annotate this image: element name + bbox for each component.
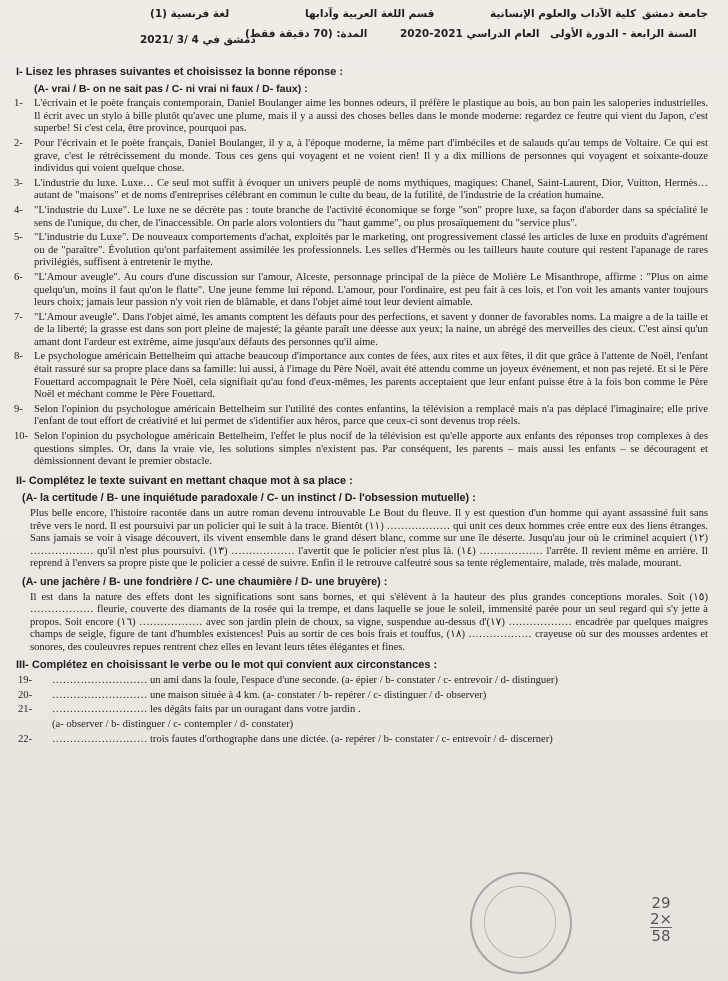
- question-text: "L'industrie du Luxe". De nouveaux comportements d'achat, exploités par le marketing, ont progressivement classé les articles de luxe en produits d'agrément ou de "paraître". Évolution qu'ont parfaitement assimilée les professionnels. Les selles d'Hermès ou les tailleurs haute couture qui restent l'apanage de rares privilégiés, suffisent à entretenir le mythe.: [34, 232, 708, 269]
- fill-line-text: ……………………… une maison située à 4 km. (a- constater / b- repérer / c- distinguer / d- observer): [52, 689, 487, 701]
- section1-options: (A- vrai / B- on ne sait pas / C- ni vrai ni faux / D- faux) :: [34, 82, 308, 95]
- fill-line-number: 19-: [18, 675, 33, 687]
- section1-items: [0, 98, 728, 469]
- fill-line-text: ……………………… trois fautes d'orthographe dans une dictée. (a- repérer / b- constater / c- entrevoir / d- discerner): [52, 733, 553, 745]
- fill-line-text: ……………………… les dégâts faits par un ouragant dans votre jardin .: [52, 704, 361, 716]
- question-text: Selon l'opinion du psychologue américain Bettelheim, l'effet le plus nocif de la télévision est qu'elle apporte aux enfants des réponses trop complexes à des questions simples. Or, dans la vraie vie, les solutions simples n'existent pas. Par conséquent, les parents – mais aussi les enfants – se découragent et démissionnent devant le premier obstacle.: [34, 431, 708, 468]
- exam-duration: المدة: (70 دقيقة فقط): [245, 28, 368, 40]
- question-number: 6-: [14, 271, 23, 283]
- official-stamp: [470, 872, 572, 974]
- score-line-2: 2×: [650, 910, 673, 928]
- question-item: [14, 272, 708, 310]
- fill-line: [18, 704, 708, 717]
- question-item: [14, 351, 708, 401]
- year-session: السنة الرابعة - الدورة الأولى: [550, 28, 697, 40]
- question-item: [14, 232, 708, 270]
- exam-content: [0, 60, 728, 748]
- question-number: 1-: [14, 98, 23, 110]
- question-text: L'écrivain et le poète français contemporain, Daniel Boulanger aime les bonnes odeurs, il préfère le plastique au bois, au bon pain les saloperies industrielles. Il écrit avec un stylo à bille plutôt qu'avec une plume, mais il y a aussi des choses belles dans le monde moderne: regardez ce feutre qui vient du Japon, c'est superbe! Si c'est cela, être province, pourquoi pas.: [34, 98, 708, 135]
- university-name: جامعة دمشق: [642, 8, 708, 20]
- score-line-3: 58: [651, 927, 671, 945]
- question-number: 8-: [14, 351, 23, 363]
- fill-line-text: ……………………… un ami dans la foule, l'espace d'une seconde. (a- épier / b- constater / c- entrevoir / d- distinguer): [52, 675, 558, 687]
- exam-header: [0, 4, 728, 52]
- department-name: قسم اللغة العربية وآدابها: [305, 8, 435, 20]
- exam-date: دمشق في 4 /3 /2021: [140, 34, 256, 46]
- question-text: L'industrie du luxe. Luxe… Ce seul mot suffit à évoquer un univers peuplé de noms mythiques, magiques: Chanel, Saint-Laurent, Dior, Vuitton, Hermès… autant de "maisons" et de noms d'entreprises célébrant en commun le culte du beau, de la futilité, de l'industrie de la création humaine.: [34, 177, 708, 202]
- question-text: Le psychologue américain Bettelheim qui attache beaucoup d'importance aux contes de fées, aux rites et aux fêtes, il dit que grâce à l'attente de Noël, l'enfant était rassuré sur sa propre place dans sa famille: lui aussi, à l'image du Père Noël, avait été attendu comme un joyeux événement, et non pas rejeté. Et si le Père Fouettard accompagnait le Père Noël, cela signifiait qu'au fond d'eux-mêmes, les parents acceptaient que leur enfant puisse être à la fois bon comme le Père Noël et méchant comme le Père Fouettard.: [34, 351, 708, 401]
- question-item: [14, 205, 708, 230]
- question-item: [14, 138, 708, 176]
- fill-line-number: 20-: [18, 689, 33, 701]
- question-item: [14, 178, 708, 203]
- question-text: "L'Amour aveugle". Dans l'objet aimé, les amants comptent les défauts pour des perfections, et savent y donner de favorables noms. La maigre a de la taille et de la liberté; la grasse est dans son port pleine de majesté; la géante paraît une déesse aux yeux; la naine, un abrégé des merveilles des cieux. C'est ainsi qu'un amant dont l'ardeur est extrême, aime jusqu'aux défauts des personnes qu'il aime.: [34, 311, 708, 348]
- section2-partB-text: Il est dans la nature des effets dont les significations sont sans bornes, et qui s'élèvent à la hauteur des plus grandes conceptions morales. Soit (١٥) ……………… fleurie, couverte des diamants de la rosée qui la trempe, et dans laquelle se joue le soleil, immensité parée pour un seul regard qui s'y jette à propos. Soit encore (١٦) ……………… avec son jardin plein de choux, sa vigne, suspendue au-dessus d'(١٧) ……………… encadrée par quelques maigres champs de seigle, figure de tant d'humbles existences! Puis au sortir de ces bois frais et touffus, (١٨) ……………… crayeuse où sur des mousses ardentes et sonores, des couleuvres repues rentrent chez elles en levant leurs têtes élégantes et fines.: [30, 591, 708, 653]
- question-number: 3-: [14, 177, 23, 189]
- question-item: [14, 404, 708, 429]
- question-number: 5-: [14, 232, 23, 244]
- question-text: "L'industrie du Luxe". Le luxe ne se décrète pas : toute branche de l'activité économique se forge "son" propre luxe, sa façon d'aborder dans sa spécialité le sens de l'unique, du cher, de l'inaccessible. On parle alors volontiers du "haut gamme", ou plus prosaïquement du "service plus".: [34, 204, 708, 229]
- subject-name: لغة فرنسية (1): [150, 8, 230, 20]
- section2-title: II- Complétez le texte suivant en mettant chaque mot à sa place :: [16, 474, 353, 487]
- question-number: 10-: [14, 431, 29, 443]
- section3-lines: [0, 675, 728, 746]
- fill-line-number: [18, 719, 52, 732]
- question-number: 7-: [14, 311, 23, 323]
- question-text: Selon l'opinion du psychologue américain Bettelheim sur l'utilité des contes enfantins, la télévision a remplacé mais n'a pas déplacé l'imaginaire; elle prive l'enfant de tout effort de créativité et lui permet de s'identifier aux héros, parce que ceux-ci sont devenus trop réels.: [34, 403, 708, 428]
- question-number: 2-: [14, 137, 23, 149]
- fill-line-text: (a- observer / b- distinguer / c- contempler / d- constater): [52, 718, 294, 730]
- fill-line-number: 22-: [18, 733, 33, 745]
- question-text: "L'Amour aveugle". Au cours d'une discussion sur l'amour, Alceste, personnage principal de la pièce de Molière Le Misanthrope, affirme : "Plus on aime quelqu'un, moins il faut qu'on le flatte". Une jeune femme lui répond. L'amour, pour l'ordinaire, est peu fait à ces lois, et l'on voit les amants vanter toujours leurs choix; jamais leur passion n'y voit rien de blâmable, et dans l'objet aimé tout leur devient aimable.: [34, 271, 708, 309]
- score-line-1: 29: [651, 894, 671, 912]
- question-text: Pour l'écrivain et le poète français, Daniel Boulanger, il y a, à l'époque moderne, la même part d'imbéciles et de salauds qu'au temps de Voltaire. Ce qui est grave, c'est le rétrécissement du monde. Tous ces gens qui voyagent et ne voient rien! Il y a dix millions de personnes qui voyagent et soixante-douze individus qui voient quelque chose.: [34, 137, 708, 175]
- faculty-name: كلية الآداب والعلوم الإنسانية: [490, 8, 637, 20]
- question-number: 4-: [14, 204, 23, 216]
- academic-year: العام الدراسي 2021-2020: [400, 28, 540, 40]
- section1-title: I- Lisez les phrases suivantes et choisissez la bonne réponse :: [16, 66, 344, 78]
- question-item: [14, 98, 708, 136]
- question-number: 9-: [14, 403, 23, 415]
- section2-partA-text: Plus belle encore, l'histoire racontée dans un autre roman devenu introuvable Le Bout du fleuve. Il y est question d'un homme qui ayant assassiné fuit sans trêve vers le nord. Il est poursuivi par un policier qui le suit à la trace. Bientôt (١١) ……………… qui unit ces deux hommes crée entre eux des liens étranges. Sans jamais se voir à visage découvert, ils vivent ensemble dans le grand désert blanc, comme sur une île déserte. Jusqu'au jour où le criminel acquiert (١٢) ……………… qu'il n'est plus poursuivi. (١٣) ……………… l'avertit que le policier n'est plus là. (١٤) ……………… l'arrête. Il revient même en arrière. Il reprend à l'envers sa propre piste que le policier a cessé de suivre. Enfin il le retrouve calfeutré sous sa tente réglementaire, malade, très malade, mourant.: [30, 508, 709, 570]
- fill-line: [18, 719, 708, 732]
- section2-partB-options: (A- une jachère / B- une fondrière / C- une chaumière / D- une bruyère) :: [22, 575, 388, 588]
- fill-line-number: 21-: [18, 704, 33, 716]
- section2-partA-options: (A- la certitude / B- une inquiétude paradoxale / C- un instinct / D- l'obsession mutuelle) :: [22, 492, 476, 505]
- fill-line: [18, 690, 708, 703]
- question-item: [14, 312, 708, 350]
- fill-line: [18, 734, 708, 747]
- question-item: [14, 431, 708, 469]
- fill-line: [18, 675, 708, 688]
- handwritten-score: [650, 895, 672, 944]
- section3-title: III- Complétez en choisissant le verbe ou le mot qui convient aux circonstances :: [16, 658, 438, 671]
